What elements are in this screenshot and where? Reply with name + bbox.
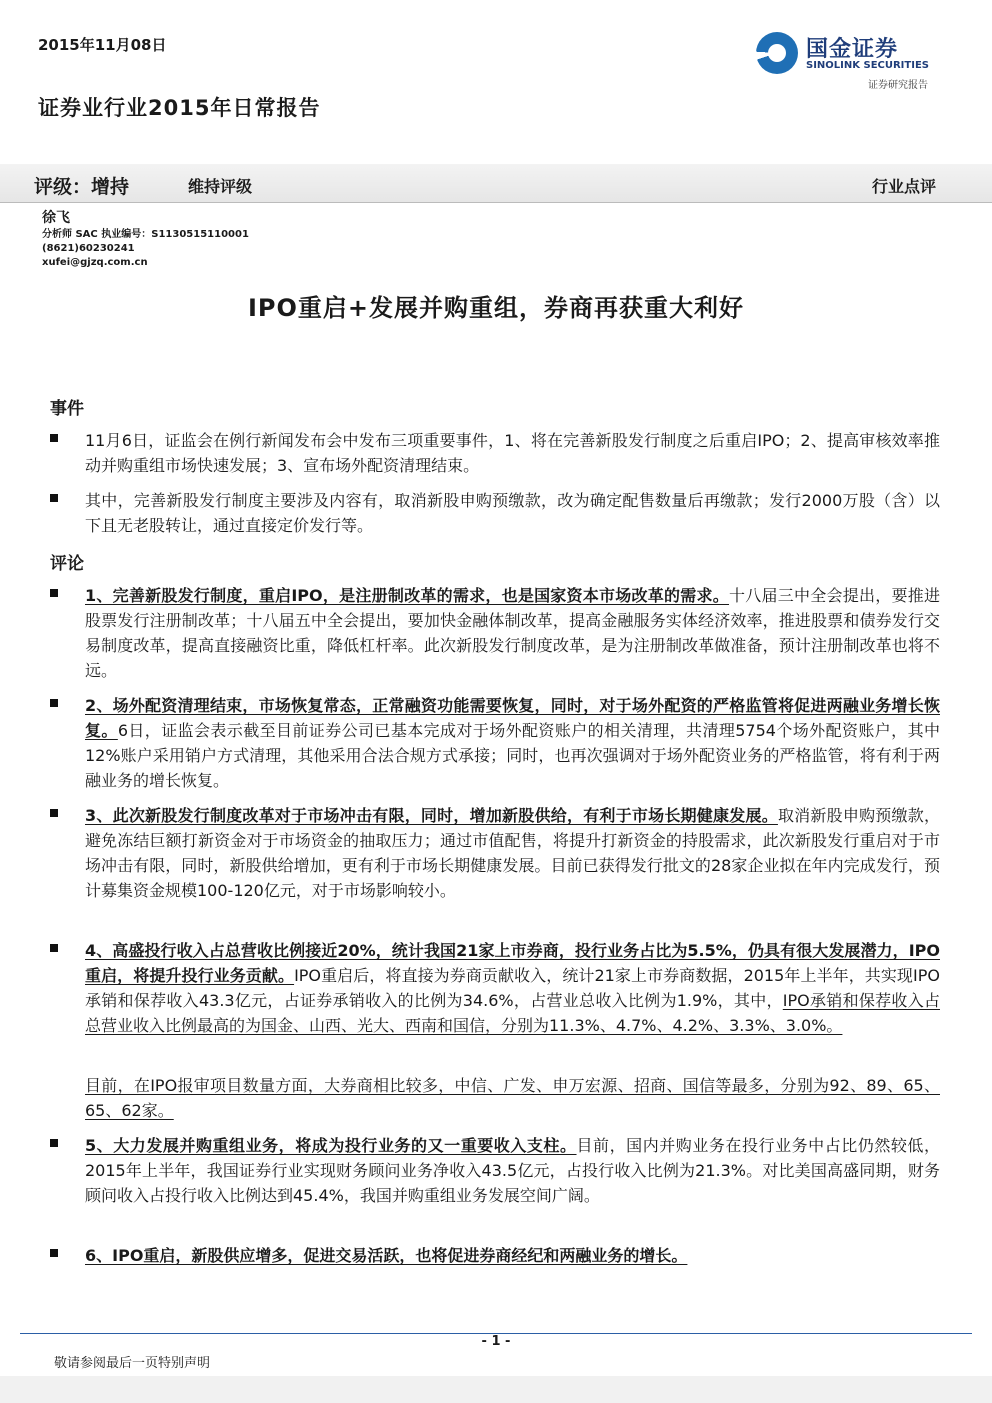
analyst-info xyxy=(42,208,249,270)
rating-label: 评级：增持 xyxy=(34,176,130,198)
analyst-phone: (8621)60230241 xyxy=(42,243,135,254)
logo-subtitle: 证券研究报告 xyxy=(868,80,928,91)
disclaimer-note: 敬请参阅最后一页特别声明 xyxy=(54,1356,211,1371)
bullet-square-icon xyxy=(50,589,58,597)
bullet-square-icon xyxy=(50,944,58,952)
ipo-project-note: 目前，在IPO报审项目数量方面，大券商相比较多，中信、广发、申万宏源、招商、国信等最多，分别为92、89、65、65、62家。 xyxy=(85,1076,940,1120)
logo-cn-text: 国金证券 xyxy=(806,37,899,62)
comment-body-5: 目前，国内并购业务在投行业务中占比仍然较低，2015年上半年，我国证券行业实现财务顾问业务净收入43.5亿元，占投行收入比例为21.3%。对比美国高盛同期，财务顾问收入占投行收入比例达到45.4%，我国并购重组业务发展空间广阔。 xyxy=(85,1136,940,1205)
section-event-title: 事件 xyxy=(50,399,84,419)
bullet-square-icon xyxy=(50,434,58,442)
comment-bullet-5 xyxy=(50,1133,940,1208)
bullet-square-icon xyxy=(50,1249,58,1257)
headline: IPO重启+发展并购重组，券商再获重大利好 xyxy=(247,294,745,322)
rating-bar xyxy=(0,164,992,203)
logo-mark-icon xyxy=(756,32,798,74)
bullet-square-icon xyxy=(50,494,58,502)
comment-body-1: 十八届三中全会提出，要推进股票发行注册制改革；十八届五中全会提出，要加快金融体制改革，提高金融服务实体经济效率，推进股票和债券发行交易制度改革，提高直接融资比重，降低杠杆率。此次新股发行制度改革，是为注册制改革做准备，预计注册制改革也将不远。 xyxy=(85,586,940,680)
event-text-2: 其中，完善新股发行制度主要涉及内容有，取消新股申购预缴款，改为确定配售数量后再缴款；发行2000万股（含）以下且无老股转让，通过直接定价发行等。 xyxy=(85,491,940,535)
report-date: 2015年11月08日 xyxy=(38,36,167,54)
event-text-1: 11月6日，证监会在例行新闻发布会中发布三项重要事件，1、将在完善新股发行制度之后重启IPO；2、提高审核效率推动并购重组市场快速发展；3、宣布场外配资清理结束。 xyxy=(85,431,940,475)
comment-bullet-3 xyxy=(50,803,940,903)
page-number: - 1 - xyxy=(481,1334,511,1349)
bullet-square-icon xyxy=(50,1139,58,1147)
rating-keep: 维持评级 xyxy=(188,177,253,196)
sinolink-logo xyxy=(756,30,946,90)
report-title: 证券业行业2015年日常报告 xyxy=(38,96,321,120)
section-comment-title: 评论 xyxy=(50,554,84,574)
analyst-name: 徐飞 xyxy=(42,210,70,226)
comment-lead-6: 6、IPO重启，新股供应增多，促进交易活跃，也将促进券商经纪和两融业务的增长。 xyxy=(85,1246,688,1265)
comment-body-3: 取消新股申购预缴款，避免冻结巨额打新资金对于市场资金的抽取压力；通过市值配售，将提升打新资金的持股需求，此次新股发行重启对于市场冲击有限，同时，新股供给增加，更有利于市场长期健康发展。目前已获得发行批文的28家企业拟在年内完成发行，预计募集资金规模100-120亿元，对于市场影响较小。 xyxy=(85,806,940,900)
comment-lead-3: 3、此次新股发行制度改革对于市场冲击有限，同时，增加新股供给，有利于市场长期健康发展。 xyxy=(85,806,778,825)
bullet-square-icon xyxy=(50,809,58,817)
comment-lead-1: 1、完善新股发行制度，重启IPO，是注册制改革的需求，也是国家资本市场改革的需求。 xyxy=(85,586,730,605)
comment-bullet-2 xyxy=(50,693,940,793)
logo-en-text: SINOLINK SECURITIES xyxy=(806,60,929,71)
comment-lead-4: 4、高盛投行收入占总营收比例接近20%，统计我国21家上市券商，投行业务占比为5.5%，仍具有很大发展潜力，IPO重启，将提升投行业务贡献。 xyxy=(85,941,940,985)
comment-bullet-6 xyxy=(50,1243,940,1268)
bullet-square-icon xyxy=(50,699,58,707)
comment-body-2: 6日，证监会表示截至目前证券公司已基本完成对于场外配资账户的相关清理，共清理5754个场外配资账户，其中12%账户采用销户方式清理，其他采用合法合规方式承接；同时，也再次强调对于场外配资业务的严格监管，将有利于两融业务的增长恢复。 xyxy=(85,721,940,790)
comment-lead-5: 5、大力发展并购重组业务，将成为投行业务的又一重要收入支柱。 xyxy=(85,1136,577,1155)
bottom-strip xyxy=(0,1376,992,1403)
event-bullet-1 xyxy=(50,428,940,478)
analyst-license: 分析师 SAC 执业编号：S1130515110001 xyxy=(42,229,249,240)
comment-bullet-1 xyxy=(50,583,940,683)
comment-tail-4: IPO承销和保荐收入占总营业收入比例最高的为国金、山西、光大、西南和国信，分别为11.3%、4.7%、4.2%、3.3%、3.0%。 xyxy=(85,991,940,1035)
comment-body-4: IPO重启后，将直接为券商贡献收入，统计21家上市券商数据，2015年上半年，共实现IPO承销和保荐收入43.3亿元，占证券承销收入的比例为34.6%，占营业总收入比例为1.9%，其中， xyxy=(85,966,940,1010)
comment-bullet-4 xyxy=(50,938,940,1038)
event-bullet-2 xyxy=(50,488,940,538)
comment-lead-2: 2、场外配资清理结束，市场恢复常态，正常融资功能需要恢复，同时，对于场外配资的严格监管将促进两融业务增长恢复。 xyxy=(85,696,940,740)
analyst-email: xufei@gjzq.com.cn xyxy=(42,257,148,268)
report-category: 行业点评 xyxy=(871,177,936,196)
